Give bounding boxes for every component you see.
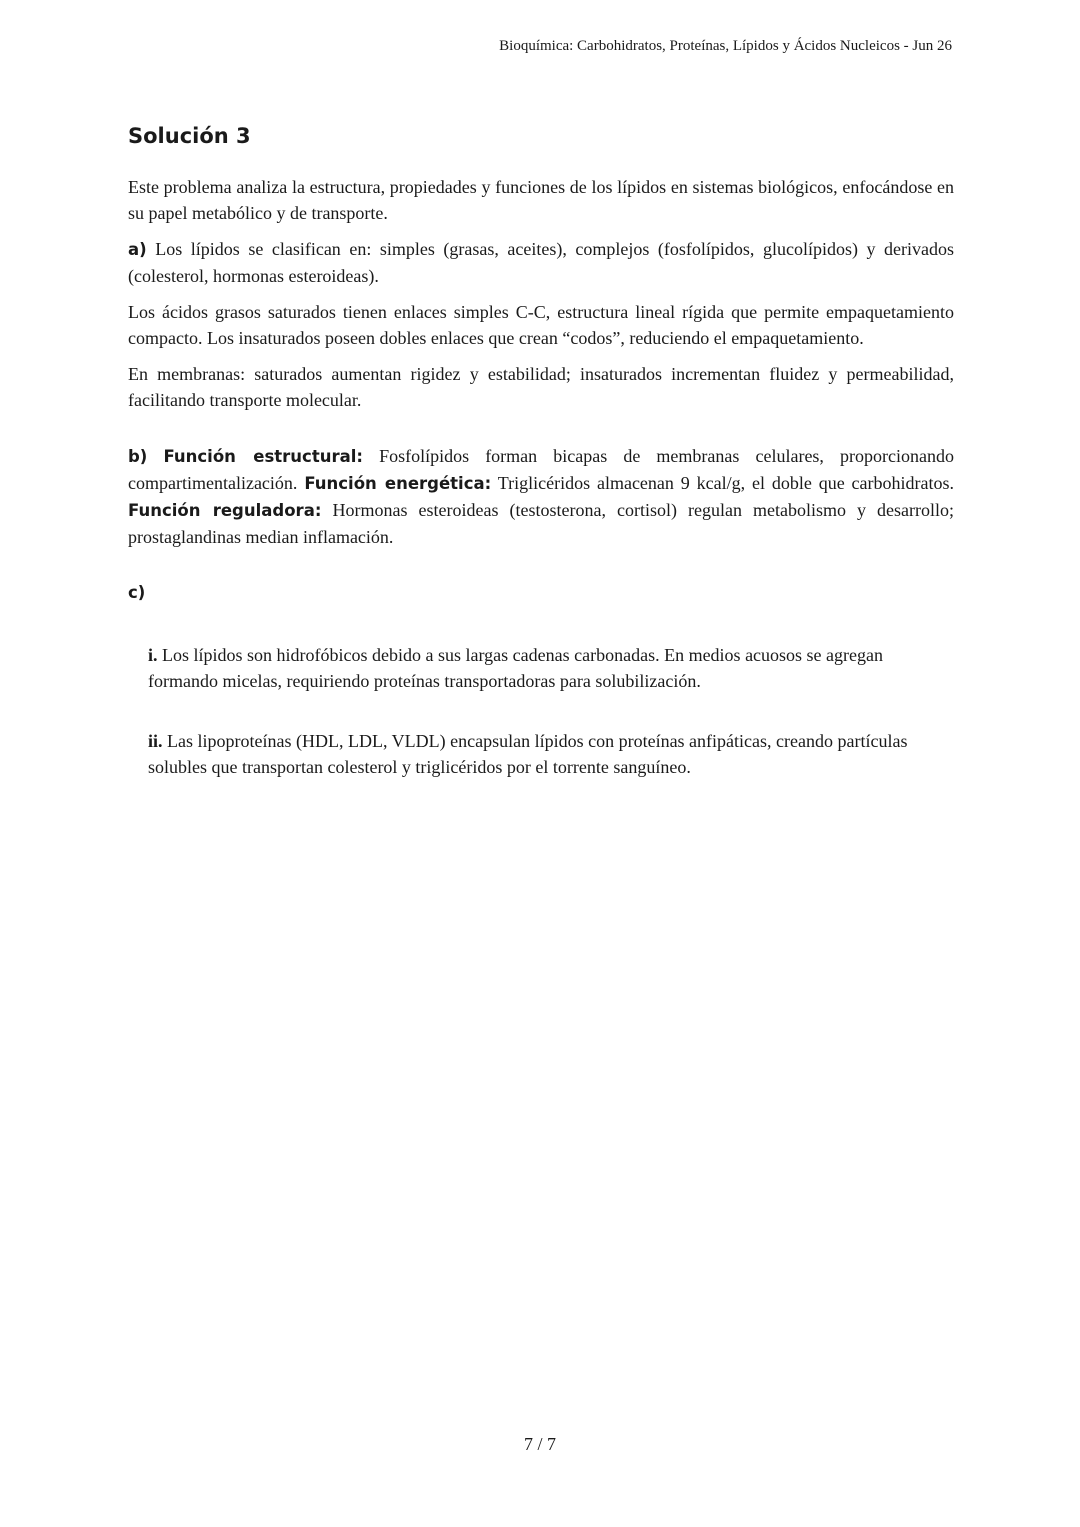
regulatory-function-text: Hormonas esteroideas (testosterona, cortisol) regulan metabolismo y desarrollo; prostaglandinas median inflamación. bbox=[128, 500, 955, 547]
energy-function-label: Función energética: bbox=[304, 474, 492, 493]
part-c-label: c) bbox=[128, 583, 146, 602]
part-a-paragraph-1 bbox=[128, 236, 954, 289]
part-a-paragraph-3: En membranas: saturados aumentan rigidez y estabilidad; insaturados incrementan fluidez y permeabilidad, facilitando transporte molecular. bbox=[128, 364, 954, 410]
part-a-text-1: Los lípidos se clasifican en: simples (grasas, aceites), complejos (fosfolípidos, glucolípidos) y derivados (colesterol, hormonas esteroideas). bbox=[128, 239, 955, 286]
subitem-text: Las lipoproteínas (HDL, LDL, VLDL) encapsulan lípidos con proteínas anfipáticas, creando partículas solubles que transportan colesterol y triglicéridos por el torrente sanguíneo. bbox=[148, 731, 908, 777]
running-header: Bioquímica: Carbohidratos, Proteínas, Lípidos y Ácidos Nucleicos - Jun 26 bbox=[499, 38, 952, 54]
energy-function-text: Triglicéridos almacenan 9 kcal/g, el doble que carbohidratos. bbox=[497, 473, 955, 493]
section-title: Solución 3 bbox=[128, 124, 251, 148]
part-a-paragraph-2: Los ácidos grasos saturados tienen enlaces simples C-C, estructura lineal rígida que permite empaquetamiento compacto. Los insaturados poseen dobles enlaces que crean “codos”, reduciendo el empaquetamiento. bbox=[128, 302, 954, 348]
part-b-paragraph bbox=[128, 443, 954, 550]
subitem-label: ii. bbox=[148, 731, 163, 751]
list-item bbox=[148, 728, 954, 780]
list-item bbox=[148, 642, 954, 694]
regulatory-function-label: Función reguladora: bbox=[128, 501, 322, 520]
structural-function-text: Fosfolípidos forman bicapas de membranas celulares, proporcionando compartimentalización. bbox=[128, 446, 954, 493]
page-number: 7 / 7 bbox=[523, 1434, 556, 1454]
subitem-text: Los lípidos son hidrofóbicos debido a sus largas cadenas carbonadas. En medios acuosos se agregan formando micelas, requiriendo proteínas transportadoras para solubilización. bbox=[148, 645, 884, 691]
part-c-subitems bbox=[148, 642, 954, 780]
part-a-label: a) bbox=[128, 240, 147, 259]
subitem-label: i. bbox=[148, 645, 158, 665]
structural-function-label: Función estructural: bbox=[163, 447, 363, 466]
part-b-label: b) bbox=[128, 447, 148, 466]
document-body bbox=[128, 120, 954, 814]
intro-paragraph: Este problema analiza la estructura, propiedades y funciones de los lípidos en sistemas biológicos, enfocándose en su papel metabólico y de transporte. bbox=[128, 177, 954, 223]
